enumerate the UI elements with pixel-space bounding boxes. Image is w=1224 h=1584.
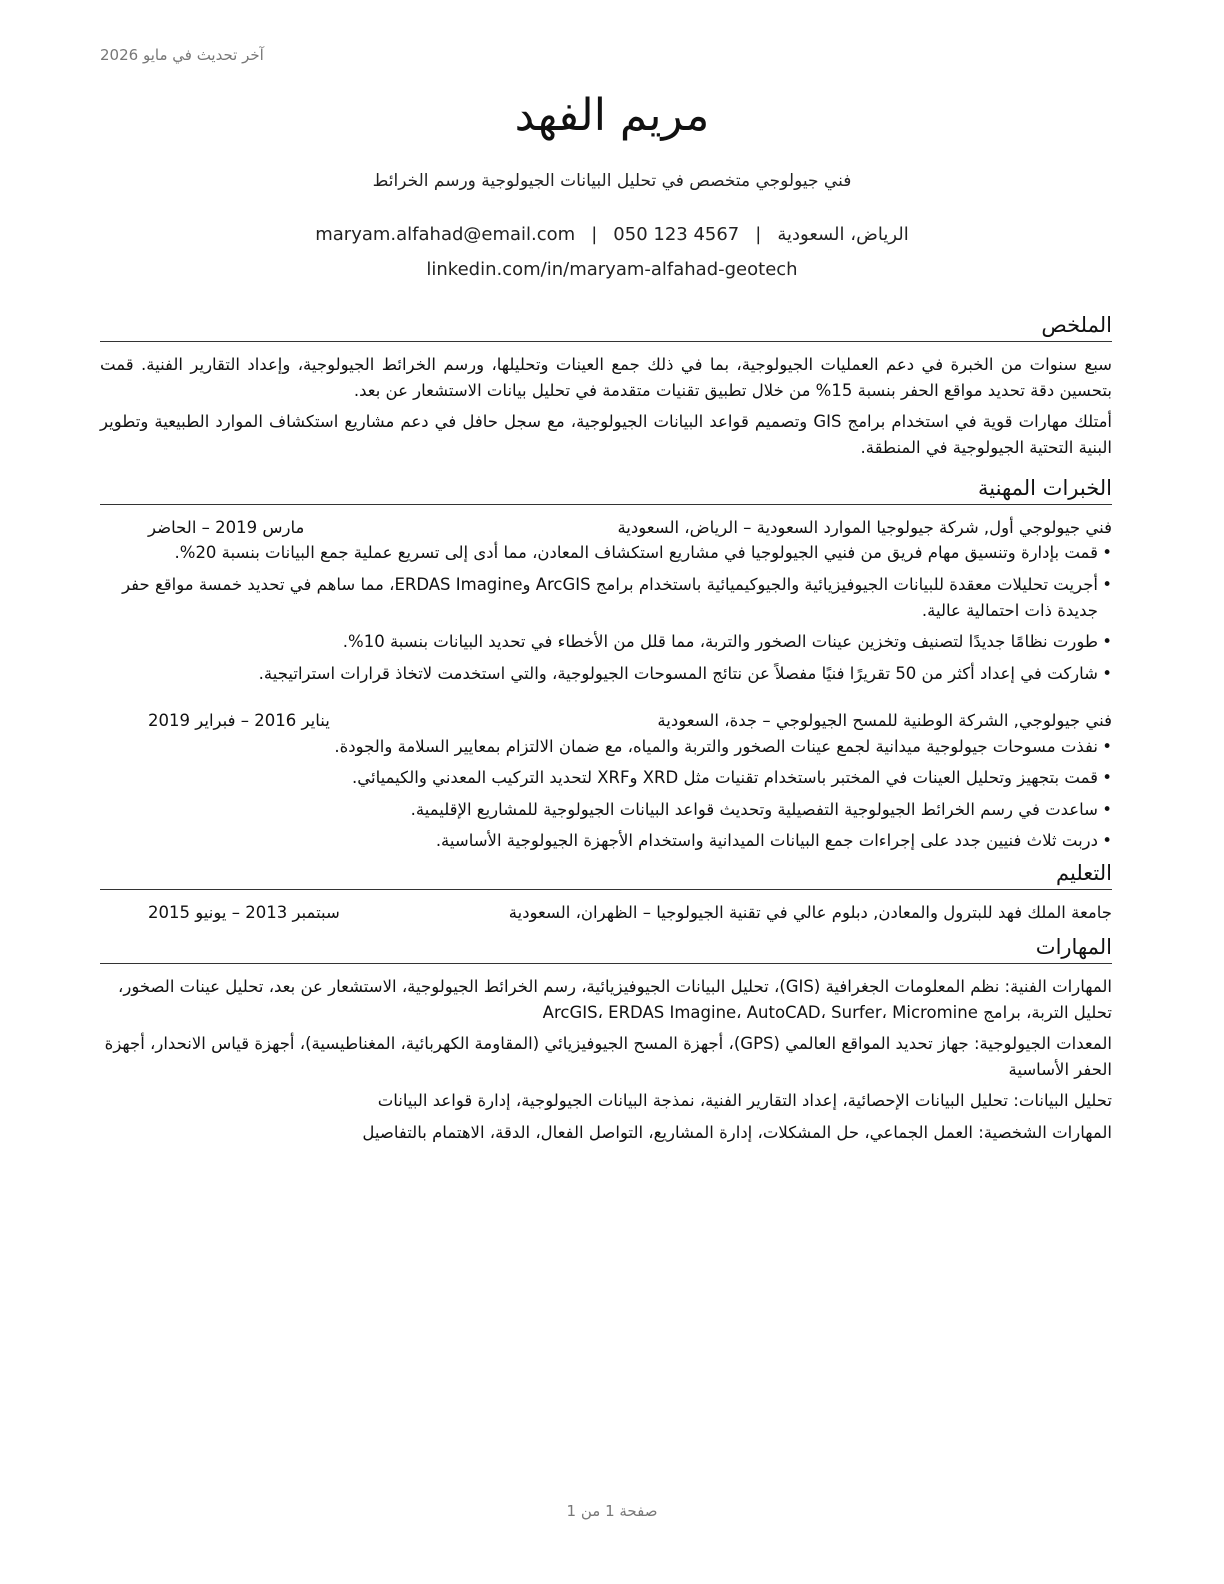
summary-paragraph: سبع سنوات من الخبرة في دعم العمليات الجيولوجية، بما في ذلك جمع العينات وتحليلها، ورسم الخرائط الجيولوجية، وإعداد التقارير الفنية. قمت بتحسين دقة تحديد مواقع الحفر بنسبة 15% من خلال تطبيق تقنيات متقدمة في تحليل بيانات الاستشعار عن بعد.: [100, 355, 1112, 400]
job-entry: [100, 708, 1112, 854]
education-entry: [100, 900, 1112, 926]
contact-linkedin[interactable]: linkedin.com/in/maryam-alfahad-geotech: [426, 259, 798, 280]
list-item: • طورت نظامًا جديدًا لتصنيف وتخزين عينات الصخور والتربة، مما قلل من الأخطاء في تحديد البيانات بنسبة 10%.: [100, 629, 1112, 655]
education-dates: سبتمبر 2013 – يونيو 2015: [148, 903, 340, 923]
contact-separator: |: [591, 224, 598, 245]
job-bullets: [100, 540, 1112, 686]
job-bullets: [100, 734, 1112, 854]
experience-title: الخبرات المهنية: [100, 475, 1112, 505]
skills-section: [100, 934, 1112, 1146]
summary-title: الملخص: [100, 312, 1112, 342]
contact-phone: 050 123 4567: [613, 224, 740, 245]
skill-line: تحليل البيانات: تحليل البيانات الإحصائية، إعداد التقارير الفنية، نمذجة البيانات الجيولوجية، إدارة قواعد البيانات: [377, 1091, 1112, 1111]
job-dates: مارس 2019 – الحاضر: [148, 517, 305, 537]
job-heading: فني جيولوجي, الشركة الوطنية للمسح الجيولوجي – جدة، السعودية: [657, 711, 1112, 731]
job-dates: يناير 2016 – فبراير 2019: [148, 711, 330, 731]
education-heading: جامعة الملك فهد للبترول والمعادن, دبلوم عالي في تقنية الجيولوجيا – الظهران، السعودية: [508, 903, 1112, 923]
page-number: صفحة 1 من 1: [566, 1502, 658, 1520]
contact-email[interactable]: maryam.alfahad@email.com: [315, 224, 576, 245]
list-item: • قمت بتجهيز وتحليل العينات في المختبر باستخدام تقنيات مثل XRD وXRF لتحديد التركيب المعدني والكيميائي.: [100, 765, 1112, 791]
list-item: • أجريت تحليلات معقدة للبيانات الجيوفيزيائية والجيوكيميائية باستخدام برامج ArcGIS وERDAS Imagine، مما ساهم في تحديد خمسة مواقع حفر جديدة ذات احتمالية عالية.: [100, 572, 1112, 623]
job-header: [100, 708, 1112, 734]
skill-line: المعدات الجيولوجية: جهاز تحديد المواقع العالمي (GPS)، أجهزة المسح الجيوفيزيائي (المقاومة الكهربائية، المغناطيسية)، أجهزة قياس الانحدار، أجهزة الحفر الأساسية: [104, 1034, 1112, 1079]
skills-title: المهارات: [100, 934, 1112, 964]
summary-paragraph: أمتلك مهارات قوية في استخدام برامج GIS وتصميم قواعد البيانات الجيولوجية، مع سجل حافل في دعم مشاريع استكشاف الموارد الطبيعية وتطوير البنية التحتية الجيولوجية في المنطقة.: [100, 412, 1112, 457]
list-item: • قمت بإدارة وتنسيق مهام فريق من فنيي الجيولوجيا في مشاريع استكشاف المعادن، مما أدى إلى تسريع عملية جمع البيانات بنسبة 20%.: [100, 540, 1112, 566]
list-item: • نفذت مسوحات جيولوجية ميدانية لجمع عينات الصخور والتربة والمياه، مع ضمان الالتزام بمعايير السلامة والجودة.: [100, 734, 1112, 760]
job-entry: [100, 515, 1112, 686]
resume-content: [100, 312, 1112, 1152]
candidate-subtitle: فني جيولوجي متخصص في تحليل البيانات الجيولوجية ورسم الخرائط: [372, 171, 852, 191]
candidate-name: مريم الفهد: [514, 90, 710, 141]
contact-separator: |: [755, 224, 762, 245]
contact-line: [0, 224, 1224, 245]
list-item: • ساعدت في رسم الخرائط الجيولوجية التفصيلية وتحديث قواعد البيانات الجيولوجية للمشاريع الإقليمية.: [100, 797, 1112, 823]
last-updated: آخر تحديث في مايو 2026: [100, 46, 264, 64]
job-heading: فني جيولوجي أول, شركة جيولوجيا الموارد السعودية – الرياض، السعودية: [617, 517, 1112, 537]
skill-line: المهارات الفنية: نظم المعلومات الجغرافية (GIS)، تحليل البيانات الجيوفيزيائية، رسم الخرائط الجيولوجية، الاستشعار عن بعد، تحليل عينات الصخور، تحليل التربة، برامج ArcGIS، ERDAS Imagine، AutoCAD، Surfer، Micromine: [118, 977, 1112, 1022]
skill-line: المهارات الشخصية: العمل الجماعي، حل المشكلات، إدارة المشاريع، التواصل الفعال، الدقة، الاهتمام بالتفاصيل: [362, 1123, 1112, 1142]
education-title: التعليم: [100, 860, 1112, 890]
contact-location: الرياض، السعودية: [777, 224, 909, 245]
experience-section: [100, 475, 1112, 854]
job-header: [100, 515, 1112, 541]
list-item: • شاركت في إعداد أكثر من 50 تقريرًا فنيًا مفصلاً عن نتائج المسوحات الجيولوجية، والتي استخدمت لاتخاذ قرارات استراتيجية.: [100, 661, 1112, 687]
summary-section: [100, 312, 1112, 461]
list-item: • دربت ثلاث فنيين جدد على إجراءات جمع البيانات الميدانية واستخدام الأجهزة الجيولوجية الأساسية.: [100, 828, 1112, 854]
education-section: [100, 860, 1112, 926]
